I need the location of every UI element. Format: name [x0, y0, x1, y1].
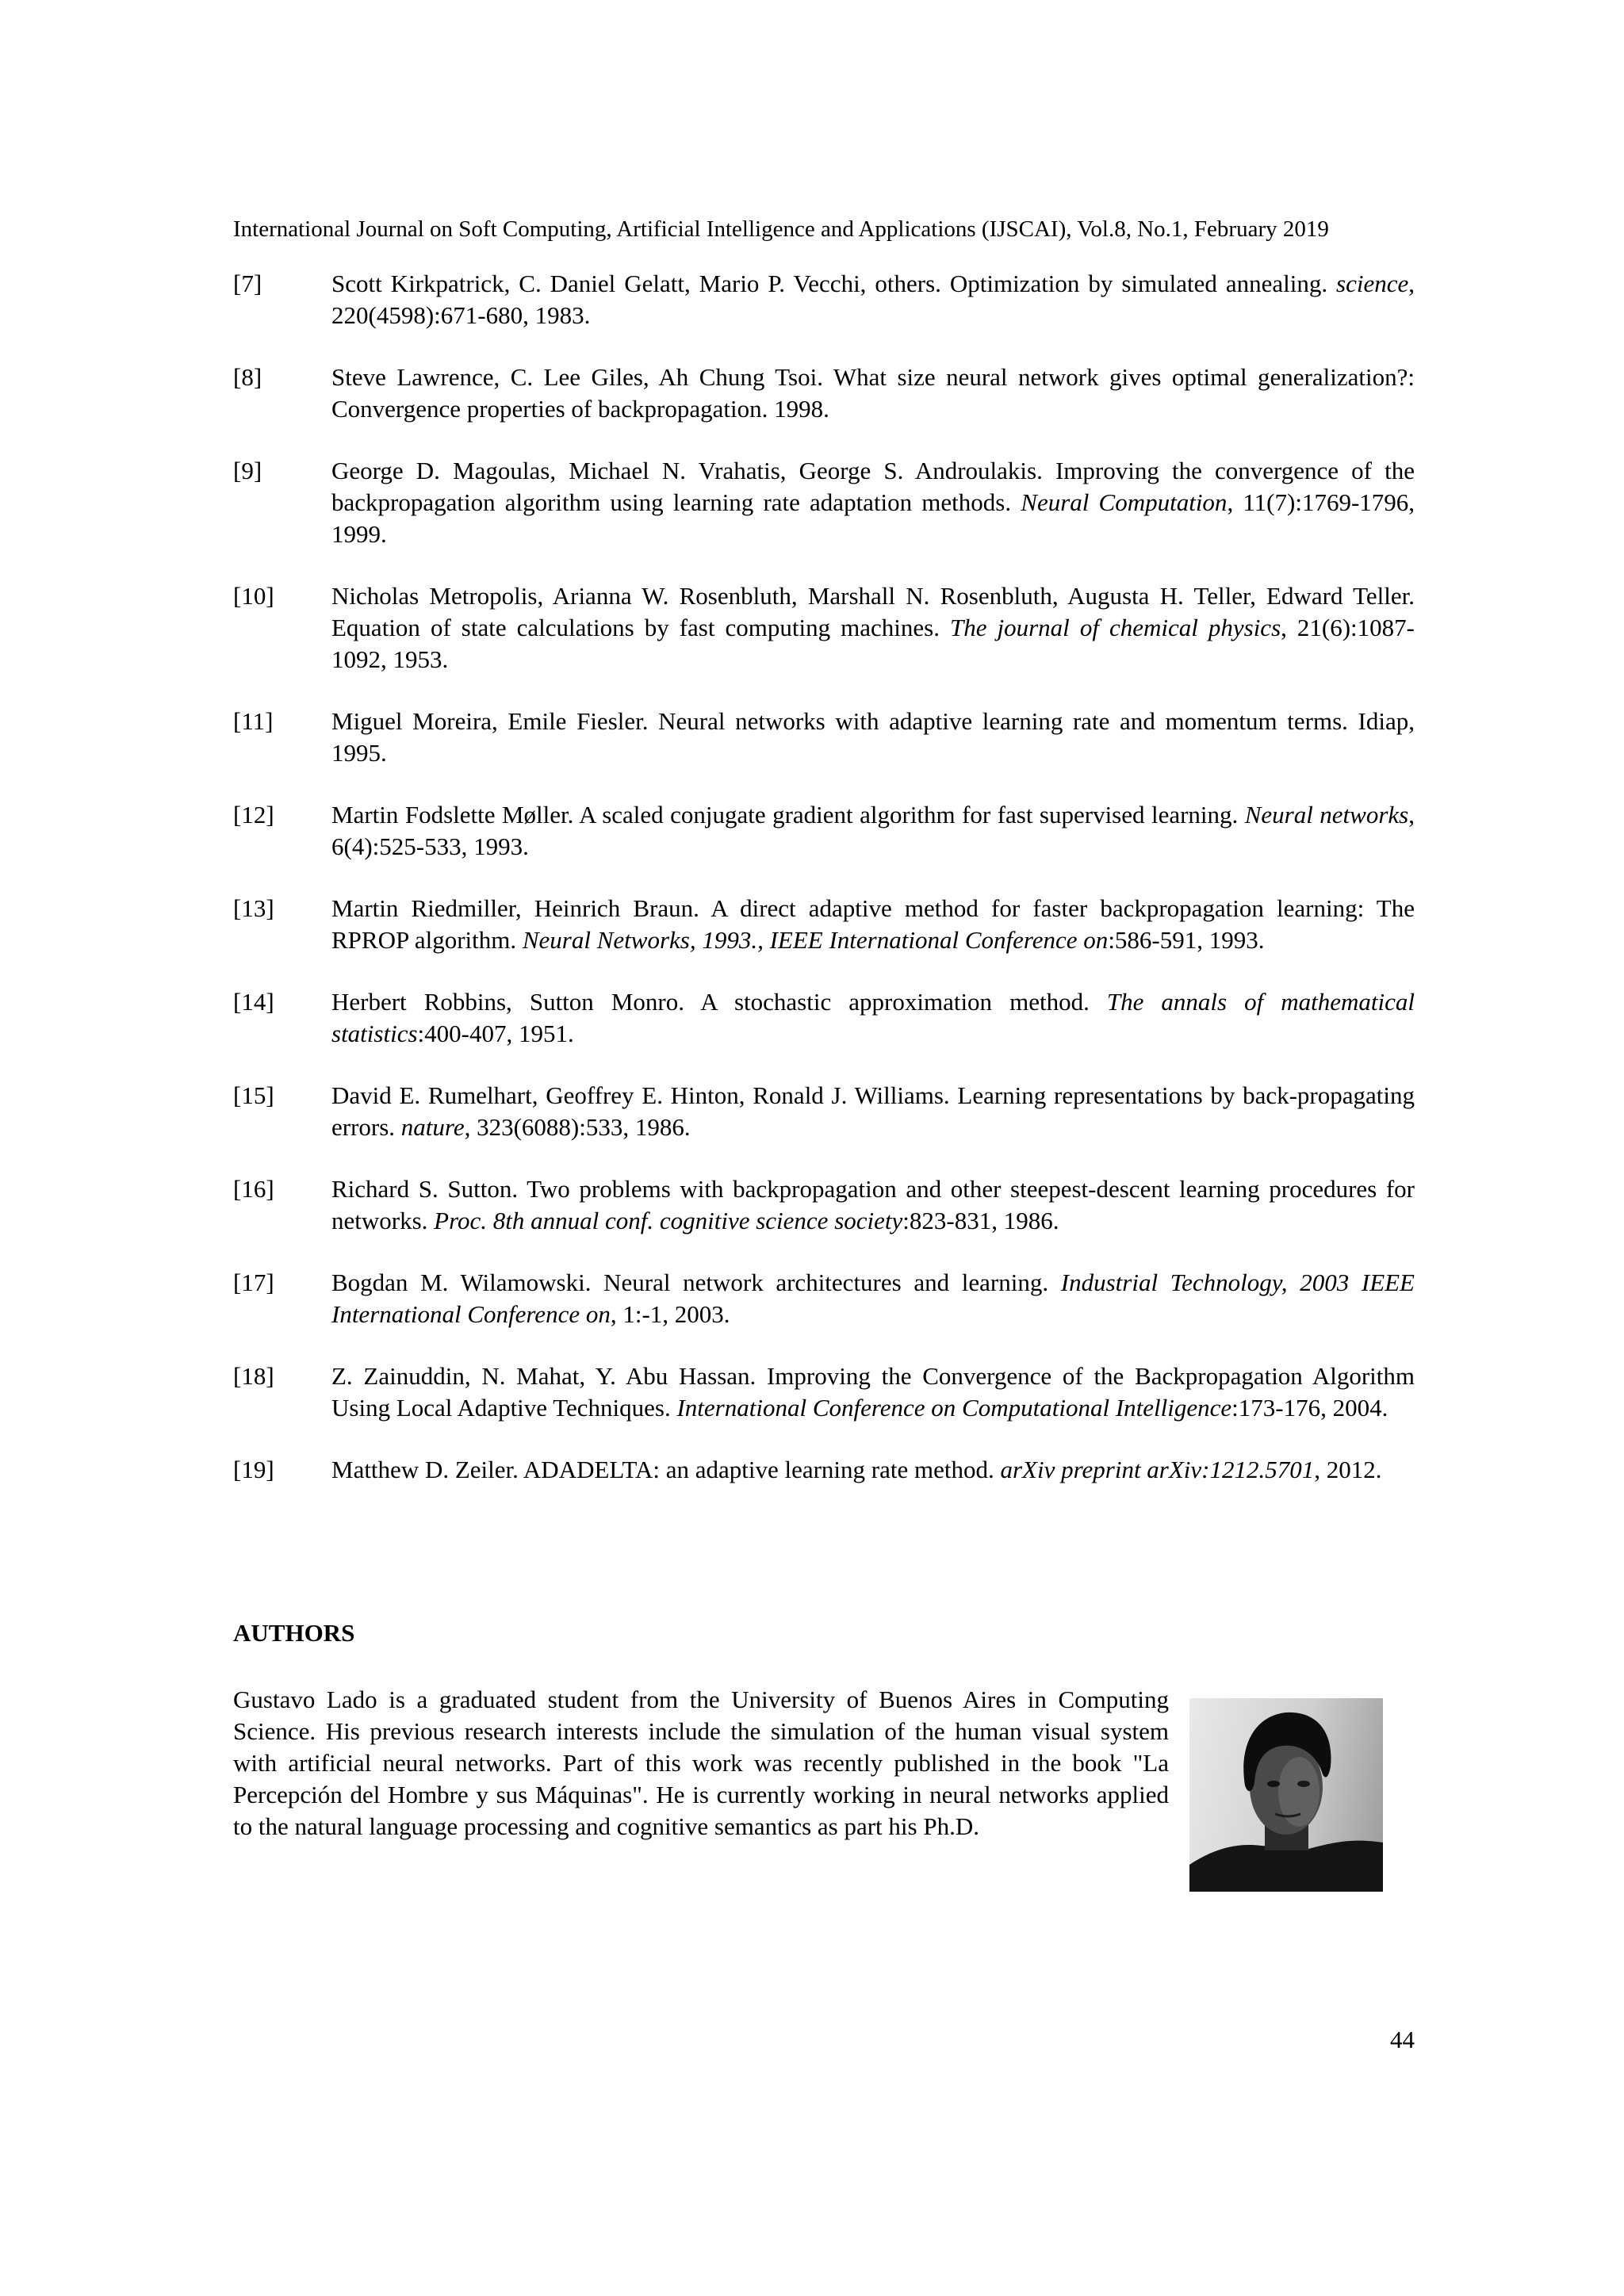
- reference-item: [233, 580, 1415, 675]
- reference-number: [17]: [233, 1269, 274, 1296]
- reference-details: , 2012.: [1314, 1456, 1382, 1483]
- reference-item: [233, 1173, 1415, 1237]
- reference-details: , 1:-1, 2003.: [610, 1300, 730, 1328]
- reference-number: [11]: [233, 707, 274, 735]
- reference-text: [331, 268, 1415, 331]
- reference-main: Steve Lawrence, C. Lee Giles, Ah Chung Tsoi. What size neural network gives optimal generalization?: Convergence properties of backpropagation. 1998.: [331, 363, 1415, 423]
- reference-main: Z. Zainuddin, N. Mahat, Y. Abu Hassan. Improving the Convergence of the Backpropagation Algorithm Using Local Adaptive Techniques.: [331, 1362, 1415, 1422]
- reference-text: [331, 706, 1415, 769]
- reference-details: , 11(7):1769-1796, 1999.: [331, 488, 1415, 548]
- reference-text: [331, 362, 1415, 425]
- reference-venue: The annals of mathematical statistics: [331, 988, 1415, 1047]
- reference-number: [13]: [233, 894, 274, 922]
- reference-number: [7]: [233, 270, 262, 297]
- reference-text: [331, 799, 1415, 863]
- reference-number: [15]: [233, 1081, 274, 1109]
- reference-text: [331, 1454, 1415, 1486]
- reference-main: George D. Magoulas, Michael N. Vrahatis, George S. Androulakis. Improving the convergence of the backpropagation algorithm using learning rate adaptation methods.: [331, 457, 1415, 516]
- reference-venue: science: [1336, 270, 1409, 297]
- reference-details: , 220(4598):671-680, 1983.: [331, 270, 1415, 329]
- reference-item: [233, 1080, 1415, 1143]
- reference-text: [331, 893, 1415, 956]
- reference-item: [233, 362, 1415, 425]
- reference-number: [8]: [233, 363, 262, 391]
- reference-item: [233, 1454, 1415, 1486]
- reference-main: Herbert Robbins, Sutton Monro. A stochastic approximation method.: [331, 988, 1107, 1016]
- reference-text: [331, 1267, 1415, 1330]
- reference-item: [233, 268, 1415, 331]
- reference-number: [9]: [233, 457, 262, 484]
- reference-number: [14]: [233, 988, 274, 1016]
- reference-venue: The journal of chemical physics: [949, 614, 1281, 641]
- reference-text: [331, 580, 1415, 675]
- reference-main: Martin Riedmiller, Heinrich Braun. A direct adaptive method for faster backpropagation learning: The RPROP algorithm.: [331, 894, 1415, 954]
- reference-text: [331, 455, 1415, 550]
- reference-main: Nicholas Metropolis, Arianna W. Rosenbluth, Marshall N. Rosenbluth, Augusta H. Teller, Edward Teller. Equation of state calculations by fast computing machines.: [331, 582, 1415, 641]
- author-bio: Gustavo Lado is a graduated student from the University of Buenos Aires in Computing Science. His previous research interests include the simulation of the human visual system with artificial neural networks. Part of this work was recently published in the book "La Percepción del Hombre y sus Máquinas". He is currently working in neural networks applied to the natural language processing and cognitive semantics as part his Ph.D.: [233, 1686, 1169, 1840]
- reference-text: [331, 1360, 1415, 1424]
- reference-item: [233, 986, 1415, 1050]
- reference-main: Martin Fodslette Møller. A scaled conjugate gradient algorithm for fast supervised learning.: [331, 801, 1245, 828]
- reference-venue: Neural Computation: [1021, 488, 1228, 516]
- author-photo: [1189, 1698, 1383, 1892]
- reference-item: [233, 455, 1415, 550]
- reference-venue: Proc. 8th annual conf. cognitive science society: [434, 1207, 903, 1234]
- reference-main: Scott Kirkpatrick, C. Daniel Gelatt, Mario P. Vecchi, others. Optimization by simulated annealing.: [331, 270, 1337, 297]
- reference-item: [233, 799, 1415, 863]
- reference-text: [331, 1080, 1415, 1143]
- reference-number: [10]: [233, 582, 274, 610]
- page-number: 44: [1390, 2026, 1415, 2053]
- reference-venue: Neural Networks, 1993., IEEE International Conference on: [522, 926, 1109, 954]
- reference-item: [233, 1360, 1415, 1424]
- reference-number: [19]: [233, 1456, 274, 1483]
- reference-main: Bogdan M. Wilamowski. Neural network architectures and learning.: [331, 1269, 1061, 1296]
- reference-main: Miguel Moreira, Emile Fiesler. Neural networks with adaptive learning rate and momentum terms. Idiap, 1995.: [331, 707, 1415, 767]
- reference-details: :400-407, 1951.: [417, 1020, 574, 1047]
- authors-heading: AUTHORS: [233, 1619, 355, 1647]
- reference-details: :823-831, 1986.: [902, 1207, 1059, 1234]
- reference-main: David E. Rumelhart, Geoffrey E. Hinton, Ronald J. Williams. Learning representations by back-propagating errors.: [331, 1081, 1415, 1141]
- reference-text: [331, 986, 1415, 1050]
- reference-number: [12]: [233, 801, 274, 828]
- author-portrait-image: [1189, 1698, 1383, 1892]
- reference-item: [233, 893, 1415, 956]
- reference-main: Richard S. Sutton. Two problems with backpropagation and other steepest-descent learning procedures for networks.: [331, 1175, 1415, 1234]
- reference-details: :173-176, 2004.: [1231, 1394, 1388, 1422]
- reference-details: , 21(6):1087-1092, 1953.: [331, 614, 1415, 673]
- reference-venue: nature: [400, 1113, 465, 1141]
- reference-item: [233, 706, 1415, 769]
- reference-details: , 6(4):525-533, 1993.: [331, 801, 1415, 860]
- reference-item: [233, 1267, 1415, 1330]
- reference-text: [331, 1173, 1415, 1237]
- reference-venue: International Conference on Computational Intelligence: [676, 1394, 1232, 1422]
- reference-venue: arXiv preprint arXiv:1212.5701: [1000, 1456, 1315, 1483]
- reference-list: [233, 268, 1415, 1516]
- reference-number: [18]: [233, 1362, 274, 1390]
- reference-venue: Neural networks: [1244, 801, 1409, 828]
- reference-details: :586-591, 1993.: [1108, 926, 1265, 954]
- running-head: International Journal on Soft Computing, Artificial Intelligence and Applications (IJSCAI), Vol.8, No.1, February 2019: [233, 216, 1329, 242]
- reference-venue: Industrial Technology, 2003 IEEE International Conference on: [331, 1269, 1415, 1328]
- reference-number: [16]: [233, 1175, 274, 1203]
- reference-details: , 323(6088):533, 1986.: [464, 1113, 691, 1141]
- reference-main: Matthew D. Zeiler. ADADELTA: an adaptive learning rate method.: [331, 1456, 1001, 1483]
